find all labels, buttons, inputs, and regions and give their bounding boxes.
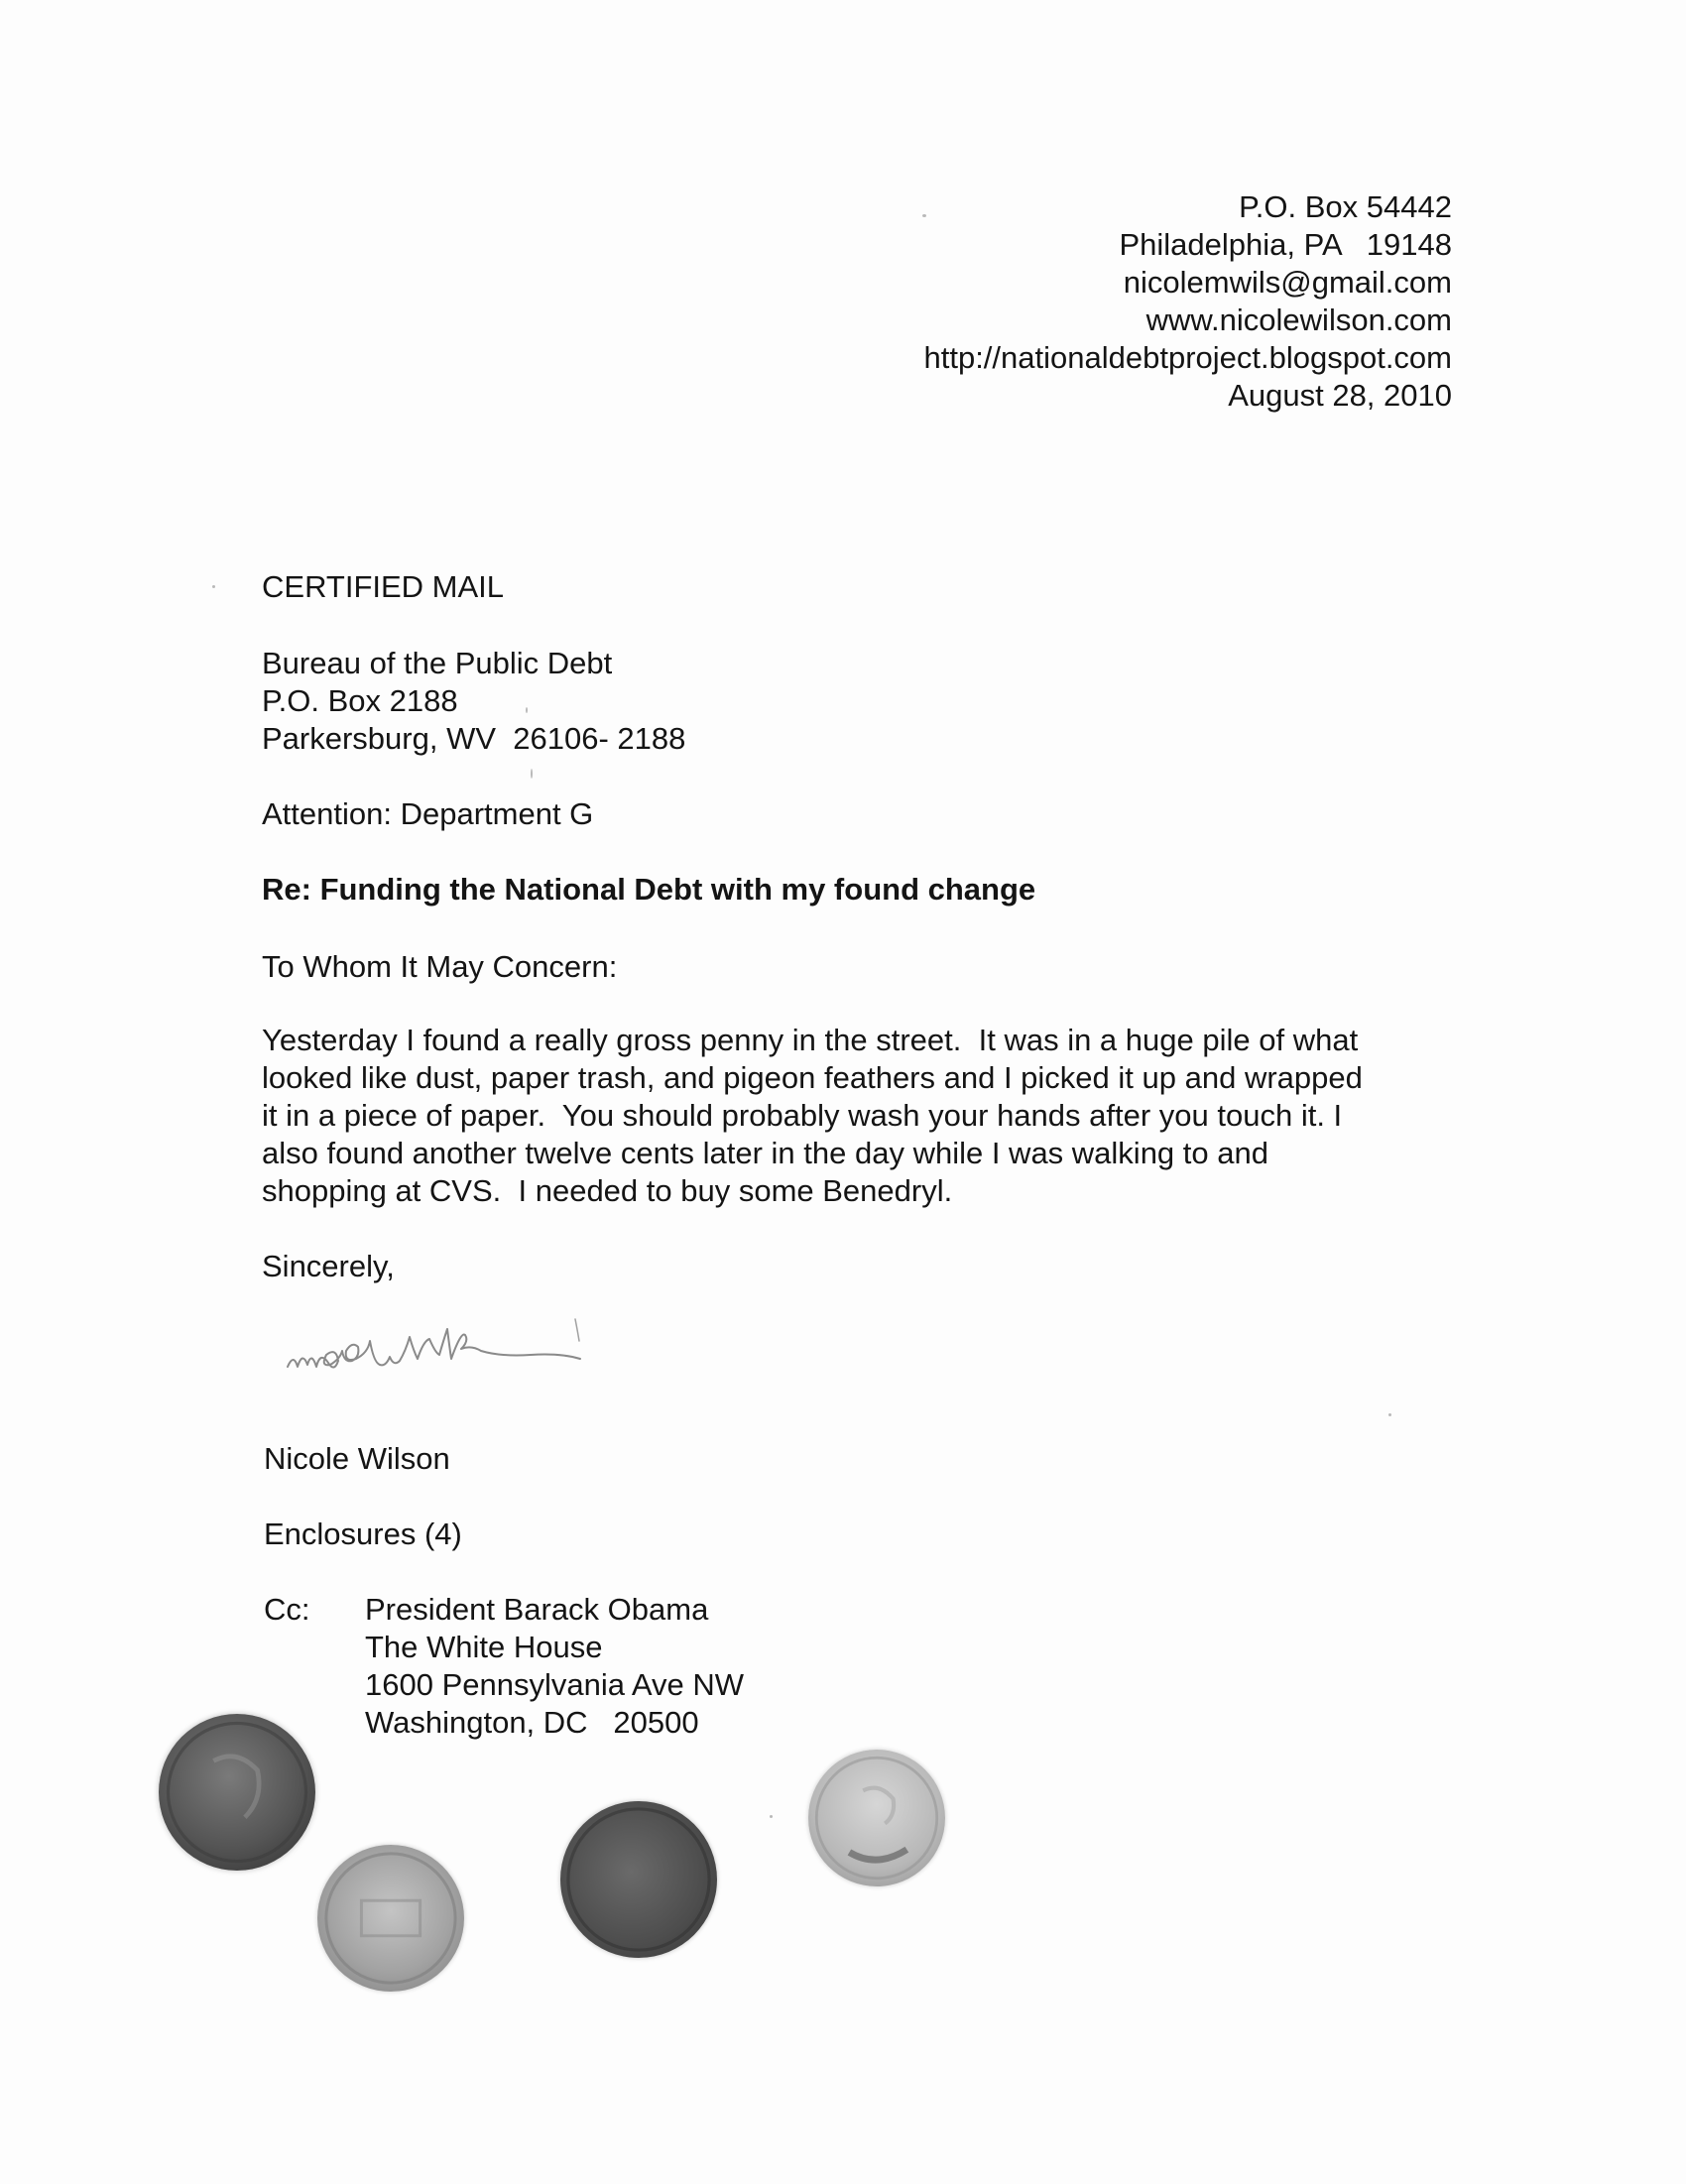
body-line: shopping at CVS. I needed to buy some Benedryl. [262, 1173, 953, 1208]
letter-body [262, 1022, 1452, 1210]
recipient-name: Bureau of the Public Debt [262, 646, 613, 680]
scan-speck [770, 1815, 773, 1818]
mail-type [262, 568, 1452, 606]
sender-address-block [923, 188, 1452, 415]
cc-name: President Barack Obama [365, 1592, 709, 1627]
attention-line [262, 795, 1452, 833]
certified-mail-label: CERTIFIED MAIL [262, 569, 505, 604]
recipient-city-state-zip: Parkersburg, WV 26106- 2188 [262, 721, 686, 756]
scan-speck [531, 769, 533, 779]
coin-image [317, 1845, 464, 1992]
attention-text: Attention: Department G [262, 796, 594, 831]
subject-line [262, 871, 1452, 909]
subject-text: Re: Funding the National Debt with my found change [262, 872, 1036, 907]
coin-image [808, 1750, 945, 1886]
body-line: Yesterday I found a really gross penny in the street. It was in a huge pile of what [262, 1023, 1359, 1057]
scan-speck [922, 214, 926, 217]
cc-address-line: The White House [365, 1630, 603, 1664]
closing-text: Sincerely, [262, 1249, 395, 1283]
salutation [262, 948, 1452, 986]
letter-date: August 28, 2010 [1228, 378, 1452, 413]
handwritten-signature [278, 1289, 833, 1408]
enclosures-text: Enclosures (4) [264, 1517, 462, 1551]
signer-name: Nicole Wilson [264, 1441, 450, 1476]
sender-website: www.nicolewilson.com [1145, 303, 1452, 337]
salutation-text: To Whom It May Concern: [262, 949, 618, 984]
sender-city-state-zip: Philadelphia, PA 19148 [1119, 227, 1452, 262]
cc-recipient [365, 1591, 960, 1742]
cc-address-line: Washington, DC 20500 [365, 1705, 699, 1740]
cc-address-line: 1600 Pennsylvania Ave NW [365, 1667, 744, 1702]
closing [262, 1248, 1452, 1285]
coin-image [560, 1801, 717, 1958]
enclosures-block [264, 1516, 1454, 1553]
recipient-address-block [262, 645, 1452, 758]
scan-speck [526, 707, 528, 713]
scan-speck [212, 585, 215, 588]
sender-blog-url: http://nationaldebtproject.blogspot.com [923, 340, 1452, 375]
body-line: also found another twelve cents later in the day while I was walking to and [262, 1136, 1268, 1170]
body-line: it in a piece of paper. You should probably wash your hands after you touch it. I [262, 1098, 1343, 1133]
recipient-po-box: P.O. Box 2188 [262, 683, 458, 718]
scan-speck [1388, 1413, 1391, 1416]
sender-po-box: P.O. Box 54442 [1239, 189, 1452, 224]
sender-email: nicolemwils@gmail.com [1123, 265, 1452, 300]
coin-image [159, 1714, 315, 1871]
body-line: looked like dust, paper trash, and pigeon feathers and I picked it up and wrapped [262, 1060, 1363, 1095]
signer-block [264, 1440, 1454, 1478]
cc-label: Cc: [264, 1592, 310, 1627]
